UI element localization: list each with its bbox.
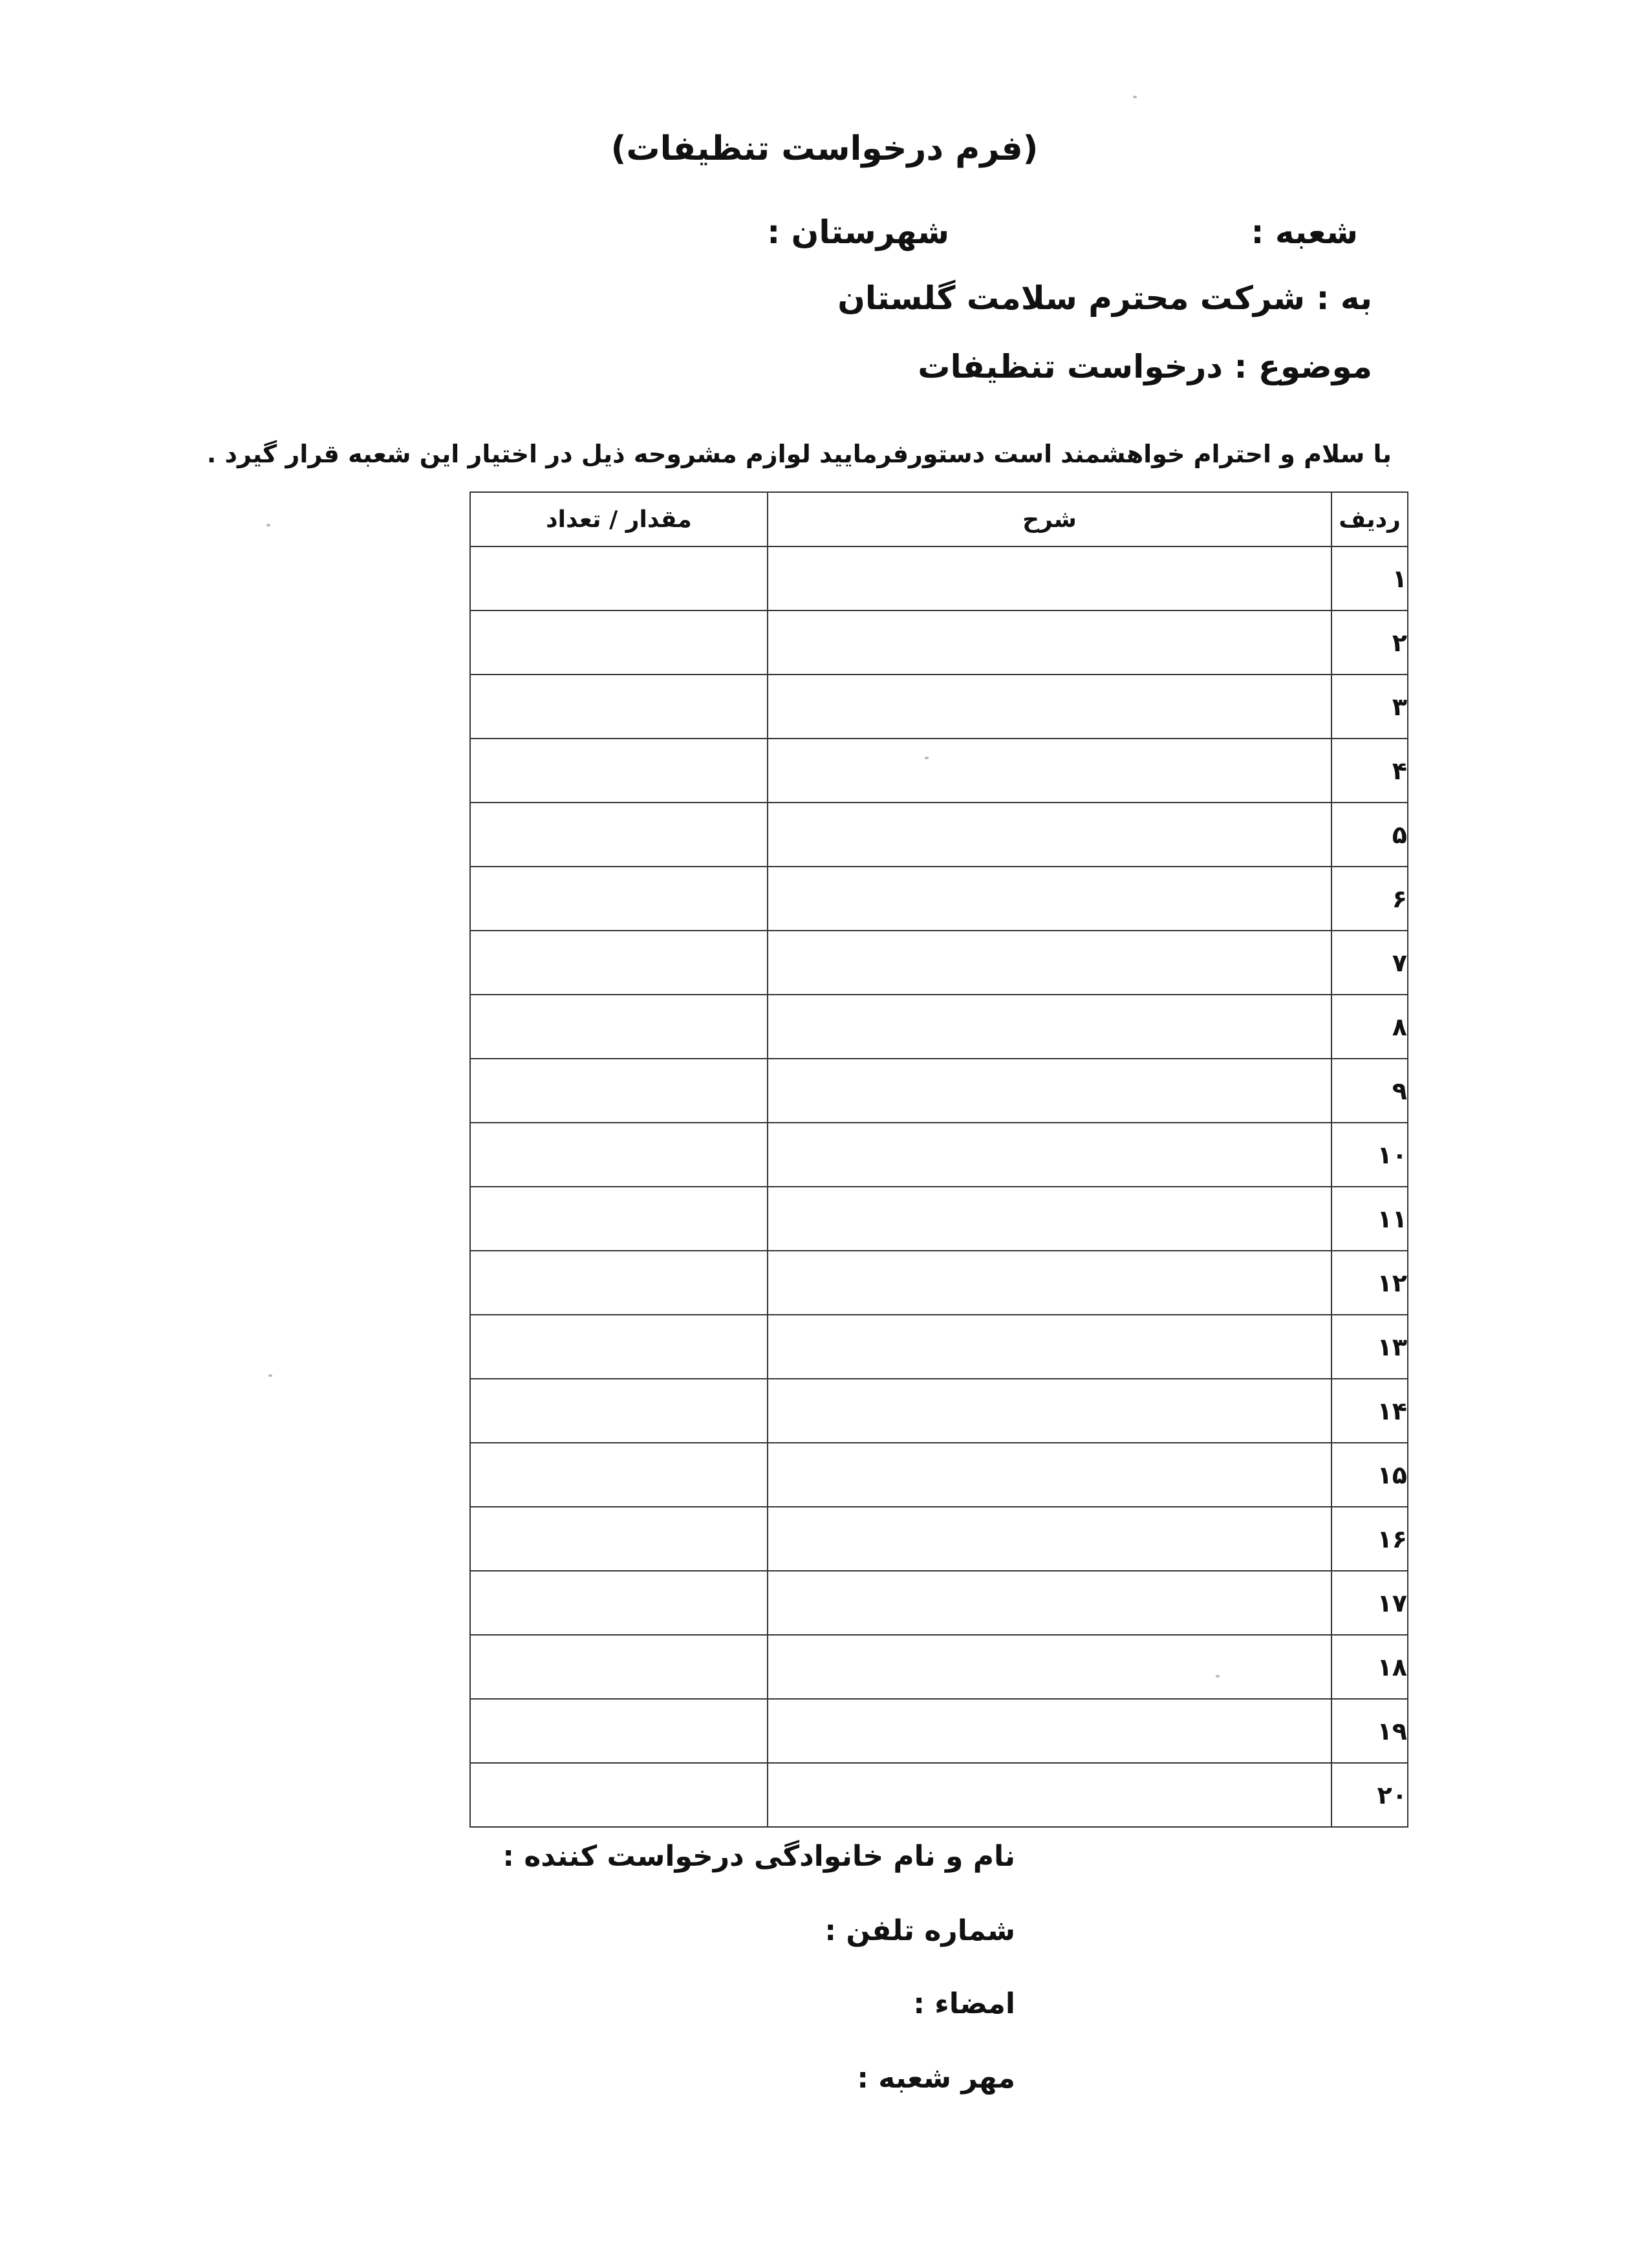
row-number: ۱۳ <box>1331 1315 1408 1379</box>
quantity-cell[interactable] <box>470 995 768 1059</box>
row-number: ۶ <box>1331 867 1408 931</box>
table-row <box>470 546 1408 610</box>
table-row <box>470 1635 1408 1699</box>
quantity-cell[interactable] <box>470 931 768 995</box>
description-cell[interactable] <box>768 1699 1331 1763</box>
table-row <box>470 931 1408 995</box>
description-cell[interactable] <box>768 1635 1331 1699</box>
table-row <box>470 739 1408 803</box>
description-cell[interactable] <box>768 1251 1331 1315</box>
form-title: (فرم درخواست تنظیفات) <box>610 129 1039 168</box>
branch-label: شعبه : <box>1251 213 1358 251</box>
table-row <box>470 1315 1408 1379</box>
header-description: شرح <box>768 492 1331 546</box>
recipient-line: به : شرکت محترم سلامت گلستان <box>837 279 1372 317</box>
quantity-cell[interactable] <box>470 1251 768 1315</box>
quantity-cell[interactable] <box>470 1315 768 1379</box>
row-number: ۱۷ <box>1331 1571 1408 1635</box>
requester-name-label: نام و نام خانوادگی درخواست کننده : <box>502 1840 1015 1873</box>
row-number: ۴ <box>1331 739 1408 803</box>
signature-label: امضاء : <box>913 1987 1015 2020</box>
phone-label: شماره تلفن : <box>824 1914 1015 1947</box>
row-number: ۳ <box>1331 675 1408 739</box>
quantity-cell[interactable] <box>470 1059 768 1123</box>
table-row <box>470 1507 1408 1571</box>
row-number: ۸ <box>1331 995 1408 1059</box>
table-row <box>470 1763 1408 1827</box>
quantity-cell[interactable] <box>470 1763 768 1827</box>
row-number: ۱۶ <box>1331 1507 1408 1571</box>
description-cell[interactable] <box>768 995 1331 1059</box>
quantity-cell[interactable] <box>470 1187 768 1251</box>
scan-speck <box>1216 1675 1220 1678</box>
table-row <box>470 867 1408 931</box>
quantity-cell[interactable] <box>470 1635 768 1699</box>
quantity-cell[interactable] <box>470 739 768 803</box>
table-row <box>470 675 1408 739</box>
table-row <box>470 610 1408 675</box>
description-cell[interactable] <box>768 1059 1331 1123</box>
quantity-cell[interactable] <box>470 1123 768 1187</box>
scan-speck <box>268 1374 272 1377</box>
description-cell[interactable] <box>768 867 1331 931</box>
row-number: ۷ <box>1331 931 1408 995</box>
scan-speck <box>1133 96 1137 98</box>
table-row <box>470 1443 1408 1507</box>
row-number: ۹ <box>1331 1059 1408 1123</box>
row-number: ۱۸ <box>1331 1635 1408 1699</box>
description-cell[interactable] <box>768 546 1331 610</box>
description-cell[interactable] <box>768 610 1331 675</box>
table-row <box>470 1571 1408 1635</box>
intro-text: با سلام و احترام خواهشمند است دستورفرمایید لوازم مشروحه ذیل در اختیار این شعبه قرار گیرد . <box>206 440 1392 468</box>
quantity-cell[interactable] <box>470 1379 768 1443</box>
table-row <box>470 803 1408 867</box>
row-number: ۱۴ <box>1331 1379 1408 1443</box>
description-cell[interactable] <box>768 1315 1331 1379</box>
table-row <box>470 1187 1408 1251</box>
row-number: ۱۱ <box>1331 1187 1408 1251</box>
description-cell[interactable] <box>768 739 1331 803</box>
table-row <box>470 1379 1408 1443</box>
description-cell[interactable] <box>768 1379 1331 1443</box>
description-cell[interactable] <box>768 675 1331 739</box>
items-table <box>469 491 1408 1828</box>
header-quantity: مقدار / تعداد <box>470 492 768 546</box>
row-number: ۱۹ <box>1331 1699 1408 1763</box>
row-number: ۱۲ <box>1331 1251 1408 1315</box>
quantity-cell[interactable] <box>470 1507 768 1571</box>
description-cell[interactable] <box>768 1123 1331 1187</box>
description-cell[interactable] <box>768 1507 1331 1571</box>
city-label: شهرستان : <box>767 213 949 251</box>
row-number: ۱ <box>1331 546 1408 610</box>
quantity-cell[interactable] <box>470 1443 768 1507</box>
description-cell[interactable] <box>768 931 1331 995</box>
branch-stamp-label: مهر شعبه : <box>857 2062 1015 2095</box>
quantity-cell[interactable] <box>470 1571 768 1635</box>
table-row <box>470 1123 1408 1187</box>
quantity-cell[interactable] <box>470 867 768 931</box>
table-row <box>470 995 1408 1059</box>
scan-speck <box>925 757 929 759</box>
table-row <box>470 1699 1408 1763</box>
quantity-cell[interactable] <box>470 546 768 610</box>
scan-speck <box>266 524 270 526</box>
subject-line: موضوع : درخواست تنظیفات <box>918 348 1372 385</box>
quantity-cell[interactable] <box>470 1699 768 1763</box>
description-cell[interactable] <box>768 1187 1331 1251</box>
row-number: ۵ <box>1331 803 1408 867</box>
row-number: ۲ <box>1331 610 1408 675</box>
row-number: ۲۰ <box>1331 1763 1408 1827</box>
table-header-row <box>470 492 1408 546</box>
header-row-number: ردیف <box>1331 492 1408 546</box>
row-number: ۱۰ <box>1331 1123 1408 1187</box>
row-number: ۱۵ <box>1331 1443 1408 1507</box>
description-cell[interactable] <box>768 1443 1331 1507</box>
description-cell[interactable] <box>768 803 1331 867</box>
quantity-cell[interactable] <box>470 675 768 739</box>
table-row <box>470 1251 1408 1315</box>
table-row <box>470 1059 1408 1123</box>
description-cell[interactable] <box>768 1763 1331 1827</box>
description-cell[interactable] <box>768 1571 1331 1635</box>
quantity-cell[interactable] <box>470 803 768 867</box>
quantity-cell[interactable] <box>470 610 768 675</box>
